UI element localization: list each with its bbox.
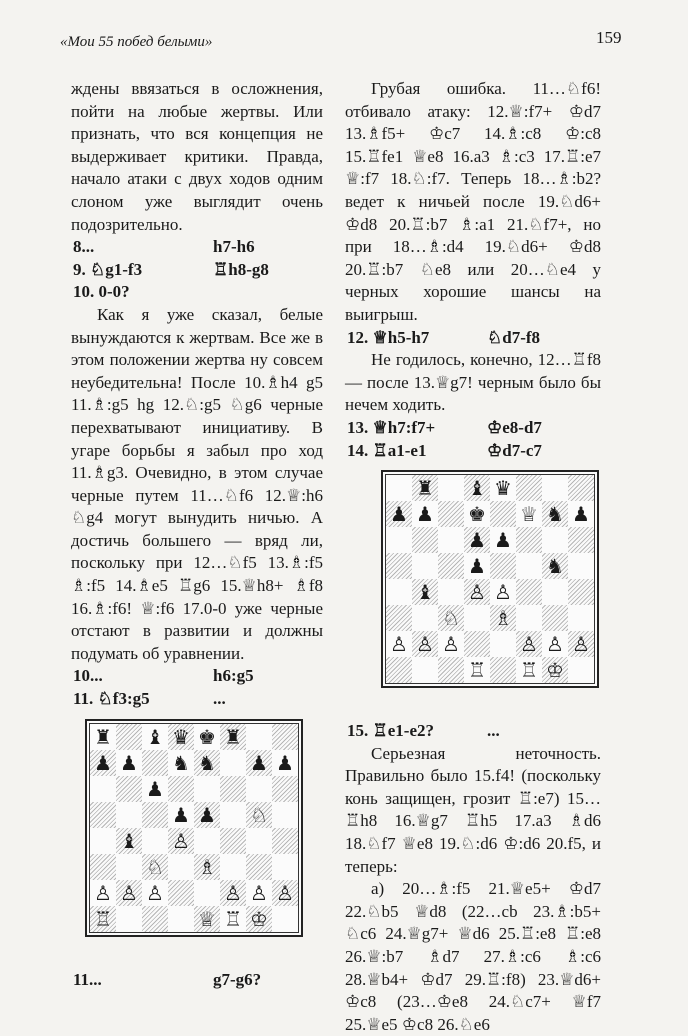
board-square bbox=[386, 553, 412, 579]
board-square bbox=[542, 631, 568, 657]
board-square bbox=[490, 553, 516, 579]
move-text: ... bbox=[487, 721, 500, 741]
white-knight-icon: ♘ bbox=[250, 802, 268, 827]
board-square bbox=[516, 475, 542, 501]
board-grid bbox=[385, 474, 595, 684]
board-square bbox=[194, 906, 220, 932]
white-king-icon: ♔ bbox=[546, 658, 564, 683]
board-square bbox=[194, 750, 220, 776]
board-square bbox=[194, 724, 220, 750]
board-square bbox=[568, 605, 594, 631]
board-square bbox=[542, 657, 568, 683]
board-square bbox=[194, 854, 220, 880]
board-square bbox=[220, 828, 246, 854]
board-square bbox=[490, 631, 516, 657]
board-square bbox=[438, 631, 464, 657]
board-square bbox=[90, 802, 116, 828]
board-square bbox=[90, 828, 116, 854]
black-pawn-icon: ♟ bbox=[468, 554, 486, 579]
board-square bbox=[464, 631, 490, 657]
black-bishop-icon: ♝ bbox=[468, 476, 486, 501]
board-square bbox=[490, 579, 516, 605]
white-king-icon: ♔ bbox=[250, 906, 268, 931]
board-square bbox=[116, 906, 142, 932]
black-king-icon: ♚ bbox=[198, 724, 216, 749]
white-knight-icon: ♘ bbox=[146, 854, 164, 879]
move-text: h6:g5 bbox=[213, 666, 254, 686]
white-bishop-icon: ♗ bbox=[494, 606, 512, 631]
black-bishop-icon: ♝ bbox=[416, 580, 434, 605]
board-square bbox=[194, 828, 220, 854]
board-square bbox=[142, 828, 168, 854]
board-square bbox=[90, 724, 116, 750]
board-square bbox=[438, 527, 464, 553]
black-rook-icon: ♜ bbox=[416, 476, 434, 501]
move-text: ♖h8-g8 bbox=[213, 259, 269, 279]
board-square bbox=[516, 657, 542, 683]
chess-board bbox=[85, 719, 303, 937]
black-pawn-icon: ♟ bbox=[390, 502, 408, 527]
board-square bbox=[142, 750, 168, 776]
page-number: 159 bbox=[596, 28, 622, 47]
black-pawn-icon: ♟ bbox=[276, 750, 294, 775]
board-square bbox=[386, 501, 412, 527]
move-list bbox=[71, 665, 323, 710]
white-pawn-icon: ♙ bbox=[250, 880, 268, 905]
board-square bbox=[568, 527, 594, 553]
board-square bbox=[438, 501, 464, 527]
paragraph: ждены ввязаться в осложнения, пойти на любые жертвы. Или признать, что вся концепция не выдерживает критики. Правда, начало атаки с двух ходов одним слоном уже выглядит очень подозрительно. bbox=[71, 79, 323, 234]
paragraph: Как я уже сказал, белые вынуждаются к жертвам. Все же в этом положении жертва ну совсем неубедительна! После 10.♗h4 g5 11.♗:g5 hg 12.♘:g5 ♘g6 черные перехватывают инициативу. В угаре борьбы я забыл про ход 11.♗g3. Очевидно, в этом случае черные путем 11…♘f6 12.♕:h6 ♘g4 могут вынудить ничью. А достичь большего — вряд ли, поскольку при 12…♘f5 13.♗:f5 ♗:f5 14.♗e5 ♖g6 15.♕h8+ ♗f8 16.♗:f6! ♕:f6 17.0-0 уже черные отстают в развитии и должны подумать об уравнении. bbox=[71, 304, 323, 663]
board-square bbox=[220, 724, 246, 750]
board-square bbox=[220, 880, 246, 906]
board-square bbox=[412, 501, 438, 527]
paragraph: Грубая ошибка. 11…♘f6! отбивало атаку: 12.♕:f7+ ♔d7 13.♗f5+ ♔c7 14.♗:c8 ♔:c8 15.♖fe1 ♕e8 16.a3 ♗:c3 17.♖:e7 ♕:f7 18.♘:f7. Теперь 18…♗:b2? ведет к ничьей после 19.♘d6+ ♔d8 20.♖:b7 ♗:a1 21.♘f7+, но при 18…♗:d4 19.♘d6+ ♔d8 20.♖:b7 ♘e8 или 20…♘e4 у черных хорошие шансы на выигрыш. bbox=[345, 79, 601, 324]
white-pawn-icon: ♙ bbox=[468, 580, 486, 605]
board-square bbox=[168, 906, 194, 932]
board-square bbox=[168, 802, 194, 828]
board-square bbox=[116, 854, 142, 880]
white-pawn-icon: ♙ bbox=[224, 880, 242, 905]
paragraph: Серьезная неточность. Правильно было 15.f4! (поскольку конь защищен, грозит ♖:e7) 15…♖h8 16.♕g7 ♖h5 17.a3 ♗d6 18.♘f7 ♕e8 19.♘:d6 ♔:d6 20.f5, и теперь: bbox=[345, 743, 601, 876]
black-pawn-icon: ♟ bbox=[572, 502, 590, 527]
black-queen-icon: ♛ bbox=[494, 476, 512, 501]
board-square bbox=[490, 501, 516, 527]
board-square bbox=[542, 527, 568, 553]
move-row bbox=[71, 281, 323, 304]
board-square bbox=[412, 553, 438, 579]
white-rook-icon: ♖ bbox=[224, 906, 242, 931]
black-pawn-icon: ♟ bbox=[468, 528, 486, 553]
board-square bbox=[246, 750, 272, 776]
black-pawn-icon: ♟ bbox=[146, 776, 164, 801]
black-pawn-icon: ♟ bbox=[120, 750, 138, 775]
board-square bbox=[194, 880, 220, 906]
chess-board bbox=[381, 470, 599, 688]
paragraph: а) 20…♗:f5 21.♕e5+ ♔d7 22.♘b5 ♕d8 (22…cb 23.♗:b5+ ♘c6 24.♕g7+ ♕d6 25.♖:e8 ♖:e8 26.♕:b7 ♗d7 27.♗:c6 ♗:c6 28.♕b4+ ♔d7 29.♖:f8) 23.♕d6+ ♔c8 (23…♔e8 24.♘c7+ ♕f7 25.♕e5 ♔c8 26.♘e6 bbox=[345, 879, 601, 1034]
black-bishop-icon: ♝ bbox=[120, 828, 138, 853]
black-knight-icon: ♞ bbox=[172, 750, 190, 775]
move-number: 12. ♕h5-h7 bbox=[347, 327, 430, 347]
board-square bbox=[516, 631, 542, 657]
board-square bbox=[412, 657, 438, 683]
board-square bbox=[516, 501, 542, 527]
black-knight-icon: ♞ bbox=[198, 750, 216, 775]
move-row bbox=[345, 720, 601, 743]
board-square bbox=[116, 724, 142, 750]
board-square bbox=[386, 579, 412, 605]
white-queen-icon: ♕ bbox=[520, 502, 538, 527]
board-square bbox=[168, 828, 194, 854]
move-number: 10. 0-0? bbox=[73, 282, 130, 302]
move-text: h7-h6 bbox=[213, 237, 255, 257]
board-square bbox=[246, 802, 272, 828]
board-square bbox=[412, 579, 438, 605]
chess-diagram-left bbox=[71, 719, 323, 937]
board-square bbox=[142, 802, 168, 828]
board-square bbox=[568, 501, 594, 527]
move-text: g7-g6? bbox=[213, 969, 262, 989]
board-square bbox=[542, 553, 568, 579]
board-square bbox=[272, 724, 298, 750]
board-square bbox=[220, 802, 246, 828]
board-square bbox=[438, 553, 464, 579]
white-rook-icon: ♖ bbox=[468, 658, 486, 683]
board-square bbox=[272, 906, 298, 932]
move-row bbox=[71, 969, 323, 992]
black-knight-icon: ♞ bbox=[546, 554, 564, 579]
white-rook-icon: ♖ bbox=[94, 906, 112, 931]
white-knight-icon: ♘ bbox=[442, 606, 460, 631]
board-square bbox=[142, 880, 168, 906]
board-square bbox=[90, 880, 116, 906]
board-square bbox=[116, 828, 142, 854]
board-square bbox=[568, 475, 594, 501]
move-row bbox=[71, 236, 323, 259]
white-pawn-icon: ♙ bbox=[520, 632, 538, 657]
board-square bbox=[168, 750, 194, 776]
move-text bbox=[213, 281, 323, 304]
board-square bbox=[168, 880, 194, 906]
move-number: 15. ♖e1-e2? bbox=[347, 721, 434, 741]
white-pawn-icon: ♙ bbox=[416, 632, 434, 657]
black-pawn-icon: ♟ bbox=[172, 802, 190, 827]
board-square bbox=[220, 750, 246, 776]
board-square bbox=[464, 501, 490, 527]
black-rook-icon: ♜ bbox=[224, 724, 242, 749]
move-number: 11... bbox=[73, 969, 102, 989]
move-number: 9. ♘g1-f3 bbox=[73, 259, 143, 279]
board-square bbox=[168, 854, 194, 880]
board-square bbox=[464, 475, 490, 501]
board-square bbox=[142, 854, 168, 880]
board-square bbox=[386, 631, 412, 657]
board-square bbox=[542, 475, 568, 501]
board-square bbox=[516, 527, 542, 553]
move-number: 13. ♕h7:f7+ bbox=[347, 417, 436, 437]
black-pawn-icon: ♟ bbox=[94, 750, 112, 775]
black-pawn-icon: ♟ bbox=[416, 502, 434, 527]
move-list bbox=[345, 327, 601, 350]
board-square bbox=[516, 605, 542, 631]
board-square bbox=[220, 854, 246, 880]
board-square bbox=[168, 776, 194, 802]
white-pawn-icon: ♙ bbox=[146, 880, 164, 905]
black-rook-icon: ♜ bbox=[94, 724, 112, 749]
white-pawn-icon: ♙ bbox=[546, 632, 564, 657]
board-square bbox=[568, 579, 594, 605]
board-square bbox=[90, 854, 116, 880]
white-pawn-icon: ♙ bbox=[94, 880, 112, 905]
board-square bbox=[568, 631, 594, 657]
move-row bbox=[345, 327, 601, 350]
board-square bbox=[90, 906, 116, 932]
board-square bbox=[272, 880, 298, 906]
board-square bbox=[516, 579, 542, 605]
white-queen-icon: ♕ bbox=[198, 906, 216, 931]
board-square bbox=[116, 750, 142, 776]
board-square bbox=[438, 475, 464, 501]
board-square bbox=[90, 750, 116, 776]
board-square bbox=[464, 605, 490, 631]
board-square bbox=[490, 657, 516, 683]
move-row bbox=[71, 665, 323, 688]
board-square bbox=[542, 579, 568, 605]
left-column bbox=[71, 78, 323, 991]
white-bishop-icon: ♗ bbox=[198, 854, 216, 879]
white-pawn-icon: ♙ bbox=[276, 880, 294, 905]
board-square bbox=[142, 724, 168, 750]
board-square bbox=[246, 776, 272, 802]
board-square bbox=[246, 854, 272, 880]
board-square bbox=[386, 657, 412, 683]
move-number: 14. ♖a1-e1 bbox=[347, 440, 427, 460]
move-text: ♘d7-f8 bbox=[487, 327, 541, 347]
move-number: 11. ♘f3:g5 bbox=[73, 689, 150, 709]
board-square bbox=[412, 527, 438, 553]
white-pawn-icon: ♙ bbox=[172, 828, 190, 853]
board-square bbox=[438, 579, 464, 605]
move-list bbox=[71, 236, 323, 304]
board-square bbox=[490, 605, 516, 631]
board-square bbox=[272, 828, 298, 854]
board-square bbox=[542, 605, 568, 631]
board-grid bbox=[89, 723, 299, 933]
move-row bbox=[345, 417, 601, 440]
board-square bbox=[142, 776, 168, 802]
board-square bbox=[116, 880, 142, 906]
white-pawn-icon: ♙ bbox=[120, 880, 138, 905]
paragraph: Не годилось, конечно, 12…♖f8 — после 13.♕g7! черным было бы нечем ходить. bbox=[345, 350, 601, 415]
white-pawn-icon: ♙ bbox=[390, 632, 408, 657]
move-row bbox=[345, 440, 601, 463]
book-title: «Мои 55 побед белыми» bbox=[60, 34, 213, 50]
board-square bbox=[464, 579, 490, 605]
black-king-icon: ♚ bbox=[468, 502, 486, 527]
board-square bbox=[272, 776, 298, 802]
board-square bbox=[246, 828, 272, 854]
white-pawn-icon: ♙ bbox=[494, 580, 512, 605]
move-text: ♔d7-c7 bbox=[487, 440, 542, 460]
move-text: ♔e8-d7 bbox=[487, 417, 542, 437]
board-square bbox=[412, 605, 438, 631]
black-pawn-icon: ♟ bbox=[494, 528, 512, 553]
board-square bbox=[464, 657, 490, 683]
board-square bbox=[568, 657, 594, 683]
board-square bbox=[386, 527, 412, 553]
black-queen-icon: ♛ bbox=[172, 724, 190, 749]
move-list bbox=[345, 417, 601, 462]
board-square bbox=[542, 501, 568, 527]
move-row bbox=[71, 688, 323, 711]
board-square bbox=[516, 553, 542, 579]
board-square bbox=[272, 854, 298, 880]
white-pawn-icon: ♙ bbox=[442, 632, 460, 657]
board-square bbox=[272, 802, 298, 828]
white-rook-icon: ♖ bbox=[520, 658, 538, 683]
right-column bbox=[345, 78, 601, 1036]
board-square bbox=[246, 724, 272, 750]
board-square bbox=[490, 475, 516, 501]
board-square bbox=[412, 631, 438, 657]
board-square bbox=[412, 475, 438, 501]
board-square bbox=[490, 527, 516, 553]
board-square bbox=[194, 776, 220, 802]
board-square bbox=[246, 906, 272, 932]
move-list bbox=[71, 969, 323, 992]
board-square bbox=[272, 750, 298, 776]
board-square bbox=[194, 802, 220, 828]
board-square bbox=[386, 475, 412, 501]
black-bishop-icon: ♝ bbox=[146, 724, 164, 749]
move-number: 8... bbox=[73, 237, 95, 257]
black-pawn-icon: ♟ bbox=[250, 750, 268, 775]
move-row bbox=[71, 259, 323, 282]
board-square bbox=[116, 802, 142, 828]
board-square bbox=[220, 906, 246, 932]
black-pawn-icon: ♟ bbox=[198, 802, 216, 827]
board-square bbox=[116, 776, 142, 802]
board-square bbox=[464, 527, 490, 553]
move-list bbox=[345, 720, 601, 743]
board-square bbox=[438, 605, 464, 631]
board-square bbox=[568, 553, 594, 579]
move-number: 10... bbox=[73, 666, 103, 686]
board-square bbox=[438, 657, 464, 683]
board-square bbox=[168, 724, 194, 750]
black-knight-icon: ♞ bbox=[546, 502, 564, 527]
board-square bbox=[142, 906, 168, 932]
board-square bbox=[464, 553, 490, 579]
move-text: ... bbox=[213, 689, 226, 709]
board-square bbox=[90, 776, 116, 802]
board-square bbox=[220, 776, 246, 802]
white-pawn-icon: ♙ bbox=[572, 632, 590, 657]
board-square bbox=[386, 605, 412, 631]
board-square bbox=[246, 880, 272, 906]
chess-diagram-right bbox=[345, 470, 601, 688]
